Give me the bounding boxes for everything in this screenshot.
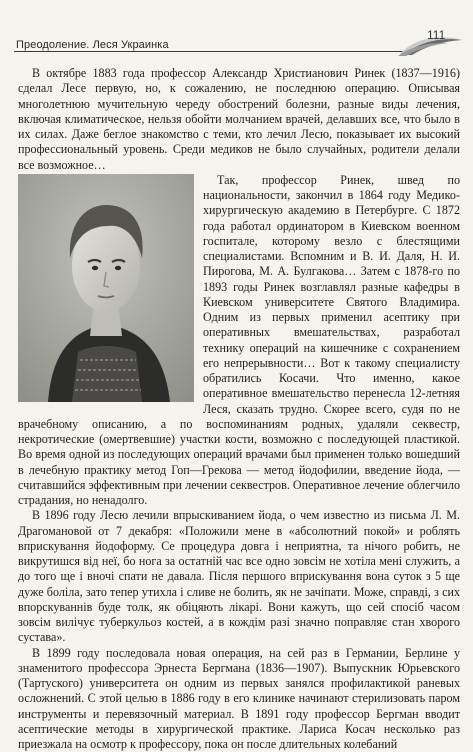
- paragraph-4: В 1899 году последовала новая операция, на сей раз в Германии, Берлине у знаменитого профессора Эрнеста Бергмана (1836—1907). Выпускник Юрьевского (Тартуского) университета он одним из первых занялся профилактикой раневых осложнений. С этой целью в 1886 году в его клинике начинают стерилизовать паром инструменты и перевязочный материал. В 1891 году профессор Бергман вводит асептические методы в хирургической практике. Лариса Косач несколько раз приезжала на осмотр к профессору, пока он после длительных колебаний: [18, 646, 460, 752]
- paragraph-1: В октябре 1883 года профессор Александр Христианович Ринек (1837—1916) сделал Лесе первую, но, к сожалению, не последнюю операцию. Описывая многолетнюю мучительную череду обострений болезни, разные виды лечения, включая климатическое, нельзя обойти молчанием врачей, делавших все, что было в их силах. Даже беглое знакомство с теми, кто лечил Лесю, показывает их высокий профессиональный уровень. Среди медиков не было случайных, родители делали все возможное…: [18, 66, 460, 173]
- paragraph-3: В 1896 году Лесю лечили впрыскиванием йода, о чем известно из письма Л. М. Драгомановой от 7 декабря: «Положили мене в «абсолютний покой» и роблять вприскування йодоформу. Се процедура довга і неприятна, та нічого робить, не викрутишся від неї, бо нога за остатній час все одно зовсім не хотіла мені служить, а до того ще і вночі спати не давала. Після першого вприскування вона суток з 5 ще дуже боліла, зато тепер утихла і сливе не болить, як не зачіпати. Може, справді, з сих впорскуваннів буде толк, як обіцяють лікарі. Вони кажуть, що сей спосіб часом зовсім вилічує туберкульоз костей, а в кождім разі значно поправляє стан хворого сустава».: [18, 508, 460, 645]
- header-title: Преодоление. Леся Украинка: [16, 39, 169, 51]
- paragraph-2-text: Так, профессор Ринек, швед по национальности, закончил в 1864 году Медико-хирургическую академию в Петербурге. С 1872 года работал ординатором в Киевском военном госпитале, которому везло с блестящими специалистами. Вспомним и В. И. Даля, Н. И. Пирогова, М. А. Булгакова… Затем с 1878-го по 1893 годы Ринек возглавлял разные кафедры в Киевском университете Святого Владимира. Одним из первых применил асептику при оперативных вмешательствах, разработал технику операций на кишечнике с сохранением его непрерывности… Вот к такому специалисту обратились Косачи. Что именно, какое оперативное вмешательство перенесла 12-летняя Леся, сказать трудно. Скорее всего, судя по не врачебному описанию, а по воспоминаниям родных, удаляли секвестр, некротические (омертвевшие) участки кости, возможно с последующей пластикой. Во время одной из последующих операций врачами был применен только вошедший в лечебную практику метод Гоп—Грекова — метод йодофилии, введение йода, — считавшийся эффективным при лечении секвестров. Оперативное лечение облегчило страдания, но ненадолго.: [18, 173, 460, 507]
- paragraph-2: [18, 173, 460, 509]
- header-rule: [14, 51, 406, 52]
- page-number: 111: [427, 28, 445, 42]
- article-body: [18, 66, 460, 752]
- running-header: [14, 34, 462, 54]
- portrait-photo-icon: [18, 174, 194, 402]
